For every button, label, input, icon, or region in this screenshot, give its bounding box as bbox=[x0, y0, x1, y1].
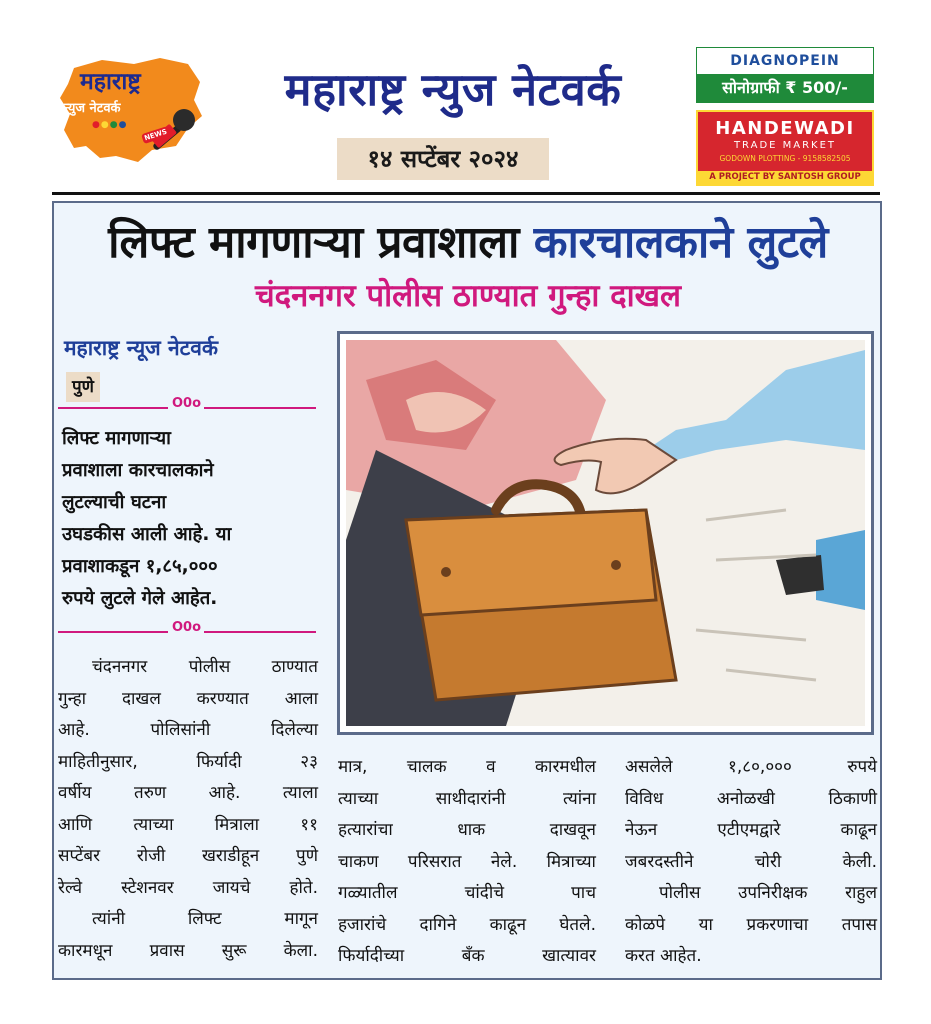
ad-handewadi-subtitle: TRADE MARKET bbox=[733, 140, 837, 151]
summary-line: प्रवाशाकडून १,८५,००० bbox=[62, 556, 218, 577]
logo-text-network: न्युज नेटवर्क bbox=[64, 101, 121, 116]
body-line: त्याच्या साथीदारांनी त्यांना bbox=[338, 788, 596, 809]
body-line: रेल्वे स्टेशनवर जायचे होते. bbox=[58, 877, 318, 898]
ad-handewadi-footer: A PROJECT BY SANTOSH GROUP bbox=[698, 171, 872, 184]
logo-news-badge: NEWS bbox=[141, 126, 170, 144]
article-byline: महाराष्ट्र न्यूज नेटवर्क bbox=[64, 336, 219, 360]
body-line: गळ्यातील चांदीचे पाच bbox=[338, 883, 596, 903]
body-line: असलेले १,८०,००० रुपये bbox=[625, 757, 877, 777]
newspaper-logo bbox=[56, 54, 206, 166]
dateline-place: पुणे bbox=[66, 372, 100, 402]
article-body-column-3 bbox=[625, 752, 877, 973]
ad-diagnopein[interactable] bbox=[696, 47, 874, 103]
body-line: विविध अनोळखी ठिकाणी bbox=[625, 788, 877, 809]
body-line: चाकण परिसरात नेले. मित्राच्या bbox=[338, 851, 596, 872]
body-line: नेऊन एटीएमद्वारे काढून bbox=[625, 820, 877, 840]
body-line: जबरदस्तीने चोरी केली. bbox=[625, 851, 877, 872]
summary-line: प्रवाशाला कारचालकाने bbox=[62, 460, 214, 481]
article-headline bbox=[60, 210, 876, 270]
body-line: कोळपे या प्रकरणाचा तपास bbox=[625, 914, 877, 935]
body-line: फिर्यादीच्या बँक खात्यावर bbox=[338, 946, 596, 966]
stolen-bag-illustration bbox=[346, 340, 865, 726]
summary-line: लुटल्याची घटना bbox=[62, 492, 167, 513]
article-illustration bbox=[337, 331, 874, 735]
summary-line: रुपये लुटले गेले आहेत. bbox=[62, 588, 218, 609]
newspaper-title: महाराष्ट्र न्युज नेटवर्क bbox=[284, 63, 622, 116]
ad-diagnopein-brand: DIAGNOPEIN bbox=[730, 53, 840, 69]
body-line: करत आहेत. bbox=[625, 946, 702, 966]
ad-handewadi-title: HANDEWADI bbox=[715, 118, 855, 139]
article-body-column-2 bbox=[338, 752, 596, 973]
body-line: कारमधून प्रवास सुरू केला. bbox=[58, 940, 318, 961]
body-line: आहे. पोलिसांनी दिलेल्या bbox=[58, 720, 318, 740]
summary-divider-bottom bbox=[58, 620, 316, 638]
body-line: सप्टेंबर रोजी खराडीहून पुणे bbox=[58, 846, 318, 866]
body-line: पोलीस उपनिरीक्षक राहुल bbox=[659, 883, 877, 903]
ad-handewadi[interactable] bbox=[696, 110, 874, 186]
issue-date: १४ सप्टेंबर २०२४ bbox=[337, 138, 549, 180]
body-line: माहितीनुसार, फिर्यादी २३ bbox=[58, 751, 318, 772]
summary-divider-top bbox=[58, 396, 316, 414]
ad-handewadi-contact: GODOWN PLOTTING - 9158582505 bbox=[719, 154, 851, 163]
body-line: वर्षीय तरुण आहे. त्याला bbox=[58, 783, 318, 803]
logo-dots-icon: ●●●● bbox=[92, 120, 128, 130]
divider-ornament-icon: O0o bbox=[172, 396, 202, 411]
body-line: चंदननगर पोलीस ठाण्यात bbox=[92, 657, 318, 677]
article-body-column-1 bbox=[58, 652, 318, 967]
logo-text-state: महाराष्ट्र bbox=[80, 69, 141, 95]
body-line: मात्र, चालक व कारमधील bbox=[338, 757, 596, 777]
headline-part-blue: कारचालकाने लुटले bbox=[533, 217, 828, 268]
body-line: हत्यारांचा धाक दाखवून bbox=[338, 820, 596, 840]
summary-line: लिफ्ट मागणाऱ्या bbox=[62, 428, 171, 449]
headline-part-black: लिफ्ट मागणाऱ्या प्रवाशाला bbox=[108, 217, 519, 268]
article-subheadline: चंदननगर पोलीस ठाण्यात गुन्हा दाखल bbox=[254, 278, 682, 314]
body-line: त्यांनी लिफ्ट मागून bbox=[92, 909, 318, 929]
divider-ornament-icon: O0o bbox=[172, 620, 202, 635]
masthead-rule bbox=[52, 192, 880, 195]
summary-line: उघडकीस आली आहे. या bbox=[62, 524, 232, 545]
ad-diagnopein-offer: सोनोग्राफी ₹ 500/- bbox=[697, 74, 873, 102]
body-line: हजारांचे दागिने काढून घेतले. bbox=[338, 914, 596, 935]
article-summary bbox=[62, 423, 318, 615]
body-line: आणि त्याच्या मित्राला ११ bbox=[58, 814, 318, 835]
body-line: गुन्हा दाखल करण्यात आला bbox=[58, 688, 318, 709]
